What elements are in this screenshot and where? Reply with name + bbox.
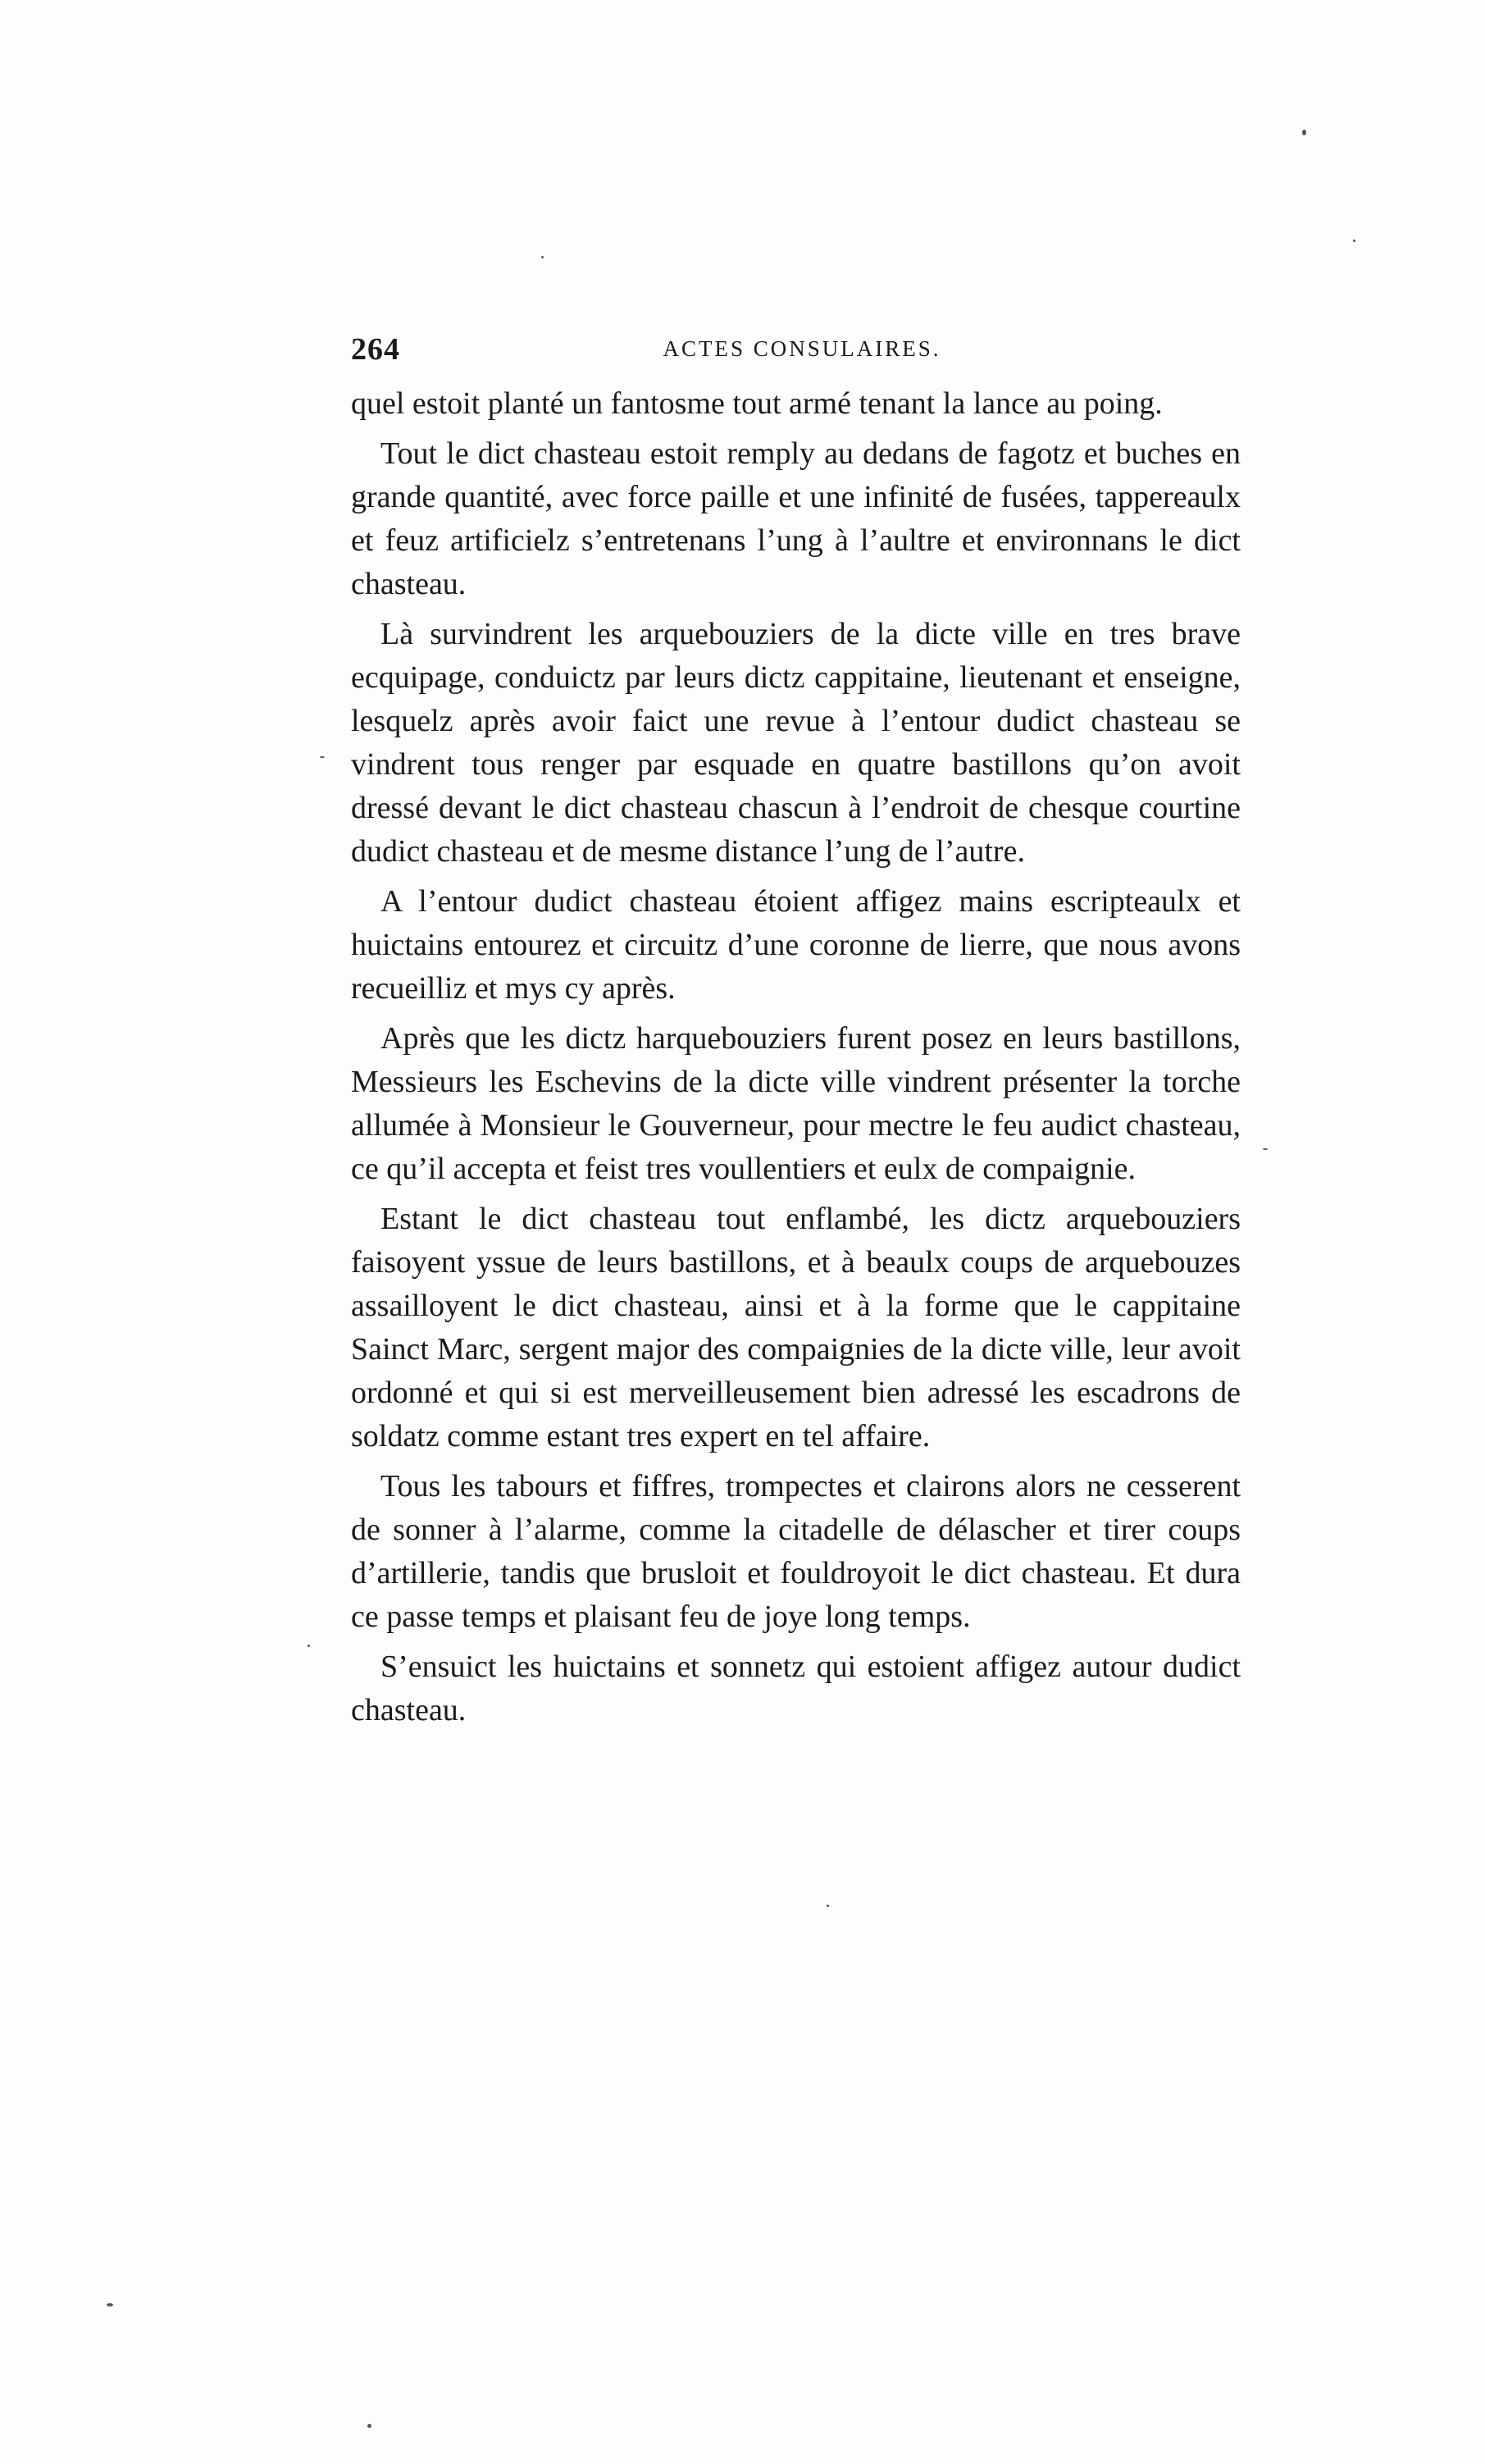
scan-speck	[541, 256, 544, 258]
scan-speck	[827, 1905, 829, 1907]
paragraph: Tout le dict chasteau estoit remply au dedans de fagotz et buches en grande quantité, avec force paille et une infinité de fusées, tappereaulx et feuz artificielz s’entretenans l’ung à l’aultre et environnans le dict chasteau.	[351, 436, 1241, 601]
paragraph: Tous les tabours et fiffres, trompectes et clairons alors ne cesserent de sonner à l’alarme, comme la citadelle de délascher et tirer coups d’artillerie, tandis que brusloit et fouldroyoit le dict chasteau. Et dura ce passe temps et plaisant feu de joye long temps.	[351, 1469, 1241, 1634]
page-number: 264	[351, 332, 400, 367]
paragraph: Estant le dict chasteau tout enflambé, les dictz arquebouziers faisoyent yssue de leurs bastillons, et à beaulx coups de arquebouzes assailloyent le dict chasteau, ainsi et à la forme que le cappitaine Sainct Marc, sergent major des compaignies de la dicte ville, leur avoit ordonné et qui si est merveilleusement bien adressé les escadrons de soldatz comme estant tres expert en tel affaire.	[351, 1202, 1241, 1453]
scan-speck	[320, 756, 325, 758]
body-text	[351, 382, 1241, 1739]
paragraph: S’ensuict les huictains et sonnetz qui estoient affigez autour dudict chasteau.	[351, 1650, 1241, 1727]
scan-speck	[107, 2303, 113, 2307]
scan-speck	[1302, 130, 1306, 135]
scan-speck	[307, 1645, 310, 1647]
paragraph: A l’entour dudict chasteau étoient affigez mains escripteaulx et huictains entourez et circuitz d’une coronne de lierre, que nous avons recueilliz et mys cy après.	[351, 884, 1241, 1006]
running-title: ACTES CONSULAIRES.	[663, 336, 941, 361]
paragraph: Après que les dictz harquebouziers furent posez en leurs bastillons, Messieurs les Eschevins de la dicte ville vindrent présenter la torche allumée à Monsieur le Gouverneur, pour mectre le feu audict chasteau, ce qu’il accepta et feist tres voullentiers et eulx de compaignie.	[351, 1021, 1241, 1186]
scan-speck	[1263, 1148, 1268, 1150]
scan-speck	[1353, 240, 1355, 242]
paragraph: quel estoit planté un fantosme tout armé tenant la lance au poing.	[351, 386, 1163, 421]
running-head	[351, 331, 1241, 381]
scan-speck	[367, 2424, 371, 2428]
paragraph: Là survindrent les arquebouziers de la dicte ville en tres brave ecquipage, conduictz par leurs dictz cappitaine, lieutenant et enseigne, lesquelz après avoir faict une revue à l’entour dudict chasteau se vindrent tous renger par esquade en quatre bastillons qu’on avoit dressé devant le dict chasteau chascun à l’endroit de chesque courtine dudict chasteau et de mesme distance l’ung de l’autre.	[351, 617, 1241, 869]
